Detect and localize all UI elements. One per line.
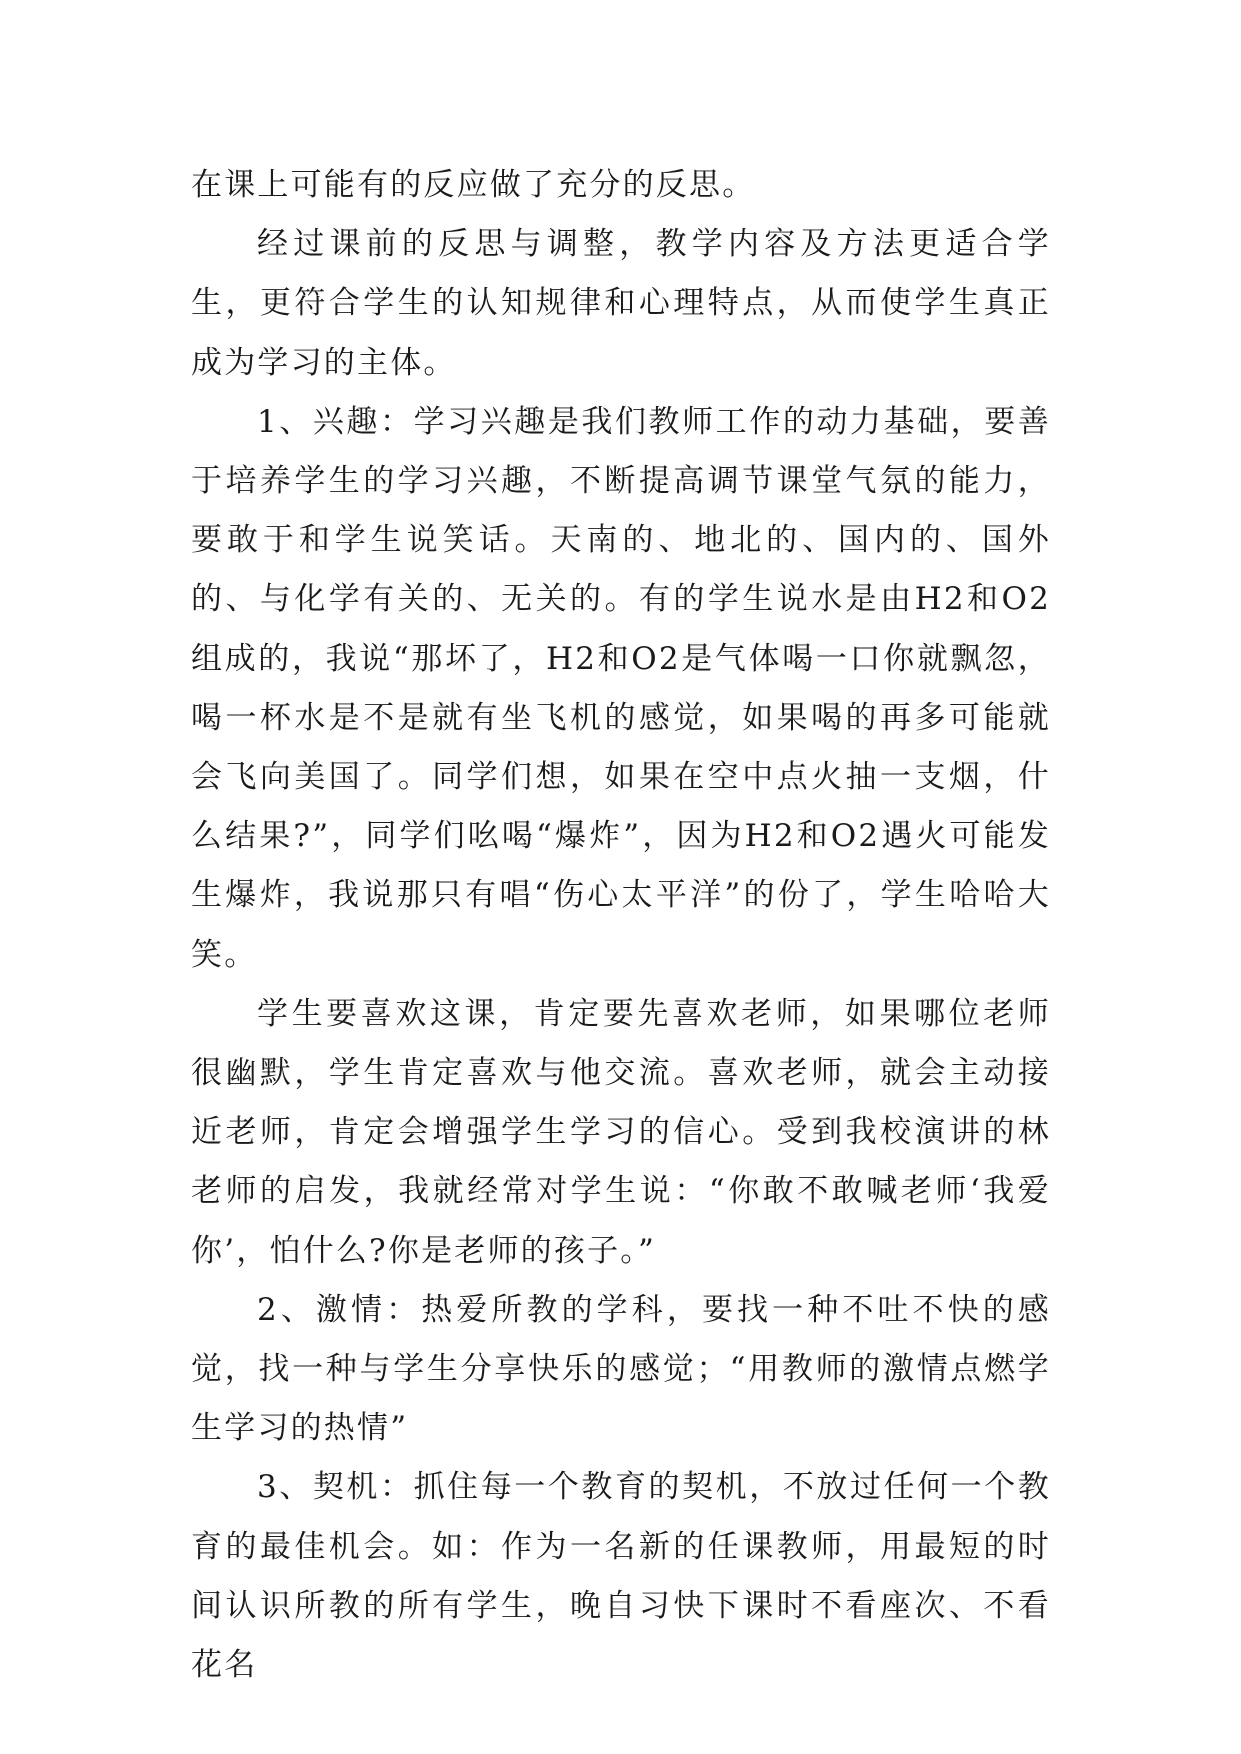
paragraph-interest: 1、兴趣：学习兴趣是我们教师工作的动力基础，要善于培养学生的学习兴趣，不断提高调节课堂气氛的能力，要敢于和学生说笑话。天南的、地北的、国内的、国外的、与化学有关的、无关的。有的学生说水是由H2和O2组成的，我说“那坏了，H2和O2是气体喝一口你就飘忽，喝一杯水是不是就有坐飞机的感觉，如果喝的再多可能就会飞向美国了。同学们想，如果在空中点火抽一支烟，什么结果?”，同学们吆喝“爆炸”，因为H2和O2遇火可能发生爆炸，我说那只有唱“伤心太平洋”的份了，学生哈哈大笑。 [191, 403, 1051, 973]
paragraph-like-teacher: 学生要喜欢这课，肯定要先喜欢老师，如果哪位老师很幽默，学生肯定喜欢与他交流。喜欢老师，就会主动接近老师，肯定会增强学生学习的信心。受到我校演讲的林老师的启发，我就经常对学生说：“你敢不敢喊老师‘我爱你’，怕什么?你是老师的孩子。” [191, 995, 1051, 1269]
paragraph-passion: 2、激情：热爱所教的学科，要找一种不吐不快的感觉，找一种与学生分享快乐的感觉；“用教师的激情点燃学生学习的热情” [191, 1291, 1051, 1447]
paragraph-opportunity: 3、契机：抓住每一个教育的契机，不放过任何一个教育的最佳机会。如：作为一名新的任课教师，用最短的时间认识所教的所有学生，晚自习快下课时不看座次、不看花名 [191, 1469, 1051, 1684]
paragraph-continuation: 在课上可能有的反应做了充分的反思。 [191, 167, 756, 203]
paragraph-reflection-summary: 经过课前的反思与调整，教学内容及方法更适合学生，更符合学生的认知规律和心理特点，从而使学生真正成为学习的主体。 [191, 226, 1051, 381]
document-body [191, 156, 1051, 1695]
